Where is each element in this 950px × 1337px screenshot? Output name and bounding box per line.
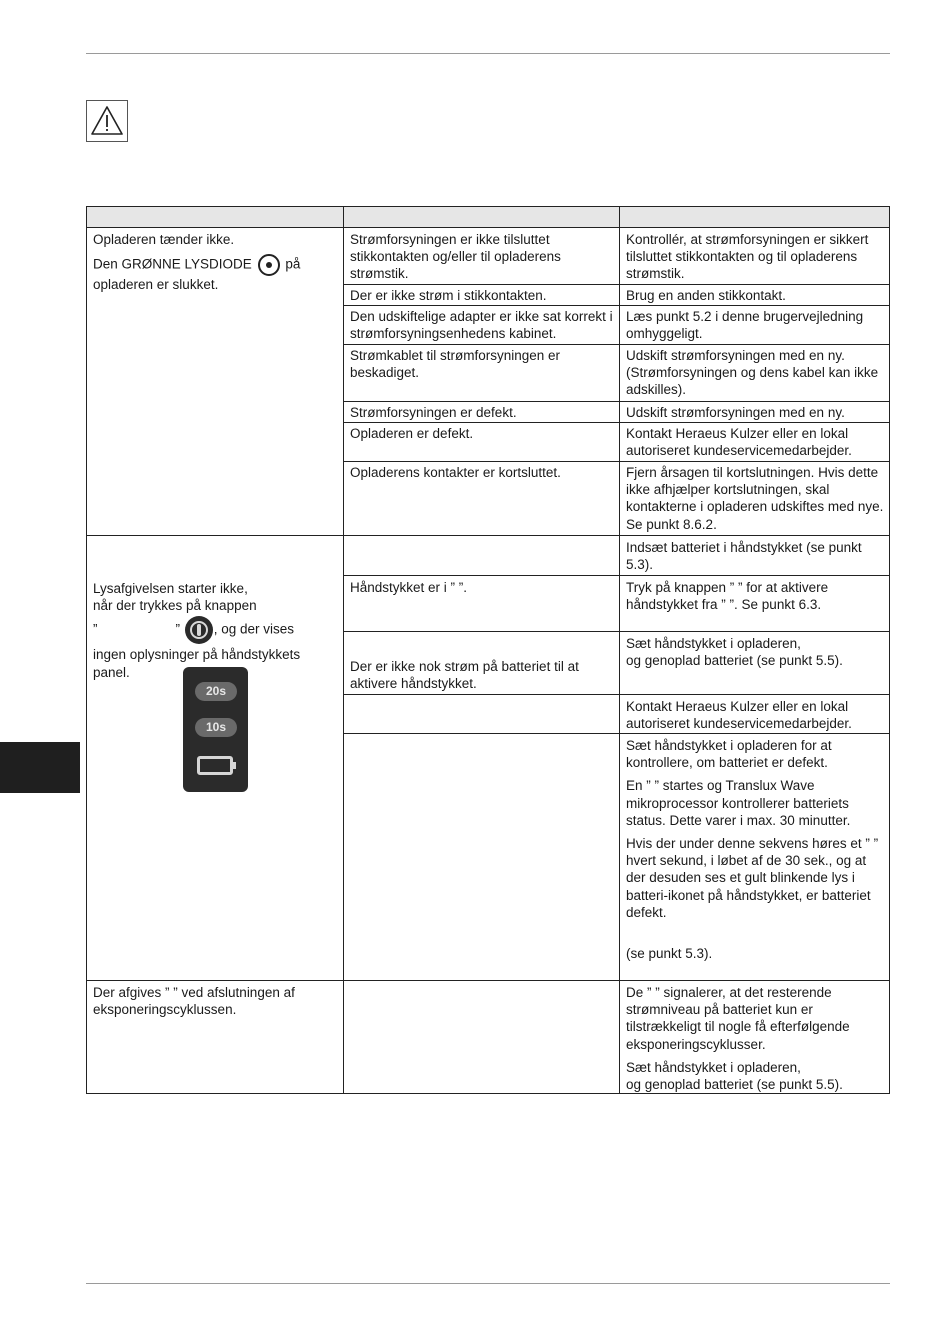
remedy-cell: Kontrollér, at strømforsyningen er sikkert tilsluttet stikkontakten og til opladerens strømstik. xyxy=(626,232,869,282)
warning-box xyxy=(86,100,128,142)
battery-icon xyxy=(197,756,233,775)
remedy-line: Sæt håndstykket i opladeren, xyxy=(626,1059,801,1075)
remedy-paragraph: De ” ” signalerer, at det resterende strømniveau på batteriet kun er tilstrækkeligt til nogle få efterfølgende eksponeringscyklusser. xyxy=(626,985,850,1052)
remedy-line: og genoplad batteriet (se punkt 5.5). xyxy=(626,653,843,669)
cause-cell: Strømforsyningen er ikke tilsluttet stikkontakten og/eller til opladerens strømstik. xyxy=(350,232,561,282)
remedy-cell: Kontakt Heraeus Kulzer eller en lokal autoriseret kundeservicemedarbejder. xyxy=(626,426,852,459)
warning-triangle-icon xyxy=(87,101,127,141)
cause-cell: Opladerens kontakter er kortsluttet. xyxy=(350,465,561,480)
remedy-cell: Udskift strømforsyningen med en ny. (Strømforsyningen og dens kabel kan ikke adskilles). xyxy=(626,348,879,398)
remedy-cell: Indsæt batteriet i håndstykket (se punkt 5.3). xyxy=(626,540,862,573)
power-button-icon xyxy=(185,616,213,644)
remedy-cell: Kontakt Heraeus Kulzer eller en lokal autoriseret kundeservicemedarbejder. xyxy=(626,699,852,732)
chapter-side-tab xyxy=(0,742,80,793)
remedy-cell xyxy=(626,984,876,1093)
remedy-cell: Fjern årsagen til kortslutningen. Hvis dette ikke afhjælper kortslutningen, skal kontakterne i opladeren udskiftes med nye. Se punkt 8.6.2. xyxy=(626,465,884,532)
cause-cell: Strømkablet til strømforsyningen er beskadiget. xyxy=(350,348,561,381)
problem-line: når der trykkes på knappen xyxy=(93,598,257,614)
remedy-cell xyxy=(626,635,888,669)
problem-line xyxy=(93,254,338,276)
timer-10s-indicator: 10s xyxy=(195,718,237,737)
remedy-cell: Læs punkt 5.2 i denne brugervejledning omhyggeligt. xyxy=(626,309,864,342)
problem-line: Lysafgivelsen starter ikke, xyxy=(93,581,248,596)
cause-cell: Der er ikke nok strøm på batteriet til at aktivere håndstykket. xyxy=(350,659,579,692)
handpiece-display-panel xyxy=(183,667,248,792)
remedy-paragraph: En ” ” startes og Translux Wave mikroprocessor kontrollerer batteriets status. Dette varer i max. 30 minutter. xyxy=(626,778,851,828)
problem-line: ingen oplysninger på håndstykkets panel. xyxy=(93,647,301,680)
timer-20s-indicator: 20s xyxy=(195,682,237,701)
remedy-cell: Tryk på knappen ” ” for at aktivere håndstykket fra ” ”. Se punkt 6.3. xyxy=(626,580,829,613)
remedy-cell: Udskift strømforsyningen med en ny. xyxy=(626,405,845,420)
quote-open: ” xyxy=(93,621,98,637)
cause-cell: Der er ikke strøm i stikkontakten. xyxy=(350,288,547,303)
green-led-icon xyxy=(258,254,280,276)
cause-cell: Den udskiftelige adapter er ikke sat korrekt i strømforsyningsenhedens kabinet. xyxy=(350,309,613,342)
problem-text: på xyxy=(285,256,301,272)
problem-line: opladeren er slukket. xyxy=(93,277,219,293)
remedy-cell: Brug en anden stikkontakt. xyxy=(626,288,786,303)
problem-beep-signal: Der afgives ” ” ved afslutningen af eksponeringscyklussen. xyxy=(93,985,295,1018)
remedy-line: og genoplad batteriet (se punkt 5.5). xyxy=(626,1077,843,1093)
problem-text: , og der vises xyxy=(213,621,295,637)
remedy-paragraph: Sæt håndstykket i opladeren for at kontrollere, om batteriet er defekt. xyxy=(626,738,832,771)
remedy-cell xyxy=(626,737,886,962)
table-header xyxy=(86,206,890,227)
problem-no-light xyxy=(93,580,338,681)
cause-cell: Opladeren er defekt. xyxy=(350,426,474,441)
remedy-line: Sæt håndstykket i opladeren, xyxy=(626,636,801,651)
remedy-paragraph: (se punkt 5.3). xyxy=(626,946,713,962)
remedy-paragraph: Hvis der under denne sekvens høres et ” ” hvert sekund, i løbet af de 30 sek., og at der desuden ses et gult blinkende lys i batteri-ikonet på håndstykket, er batteriet defekt. xyxy=(626,836,879,920)
cause-cell: Strømforsyningen er defekt. xyxy=(350,405,517,420)
problem-line xyxy=(93,616,338,644)
bottom-rule xyxy=(86,1283,890,1284)
top-rule xyxy=(86,53,890,54)
problem-text: Den GRØNNE LYSDIODE xyxy=(93,256,252,272)
problem-charger-off xyxy=(93,231,338,293)
quote-close: ” xyxy=(175,621,180,637)
problem-line: Opladeren tænder ikke. xyxy=(93,232,235,247)
cause-cell: Håndstykket er i ” ”. xyxy=(350,580,468,595)
